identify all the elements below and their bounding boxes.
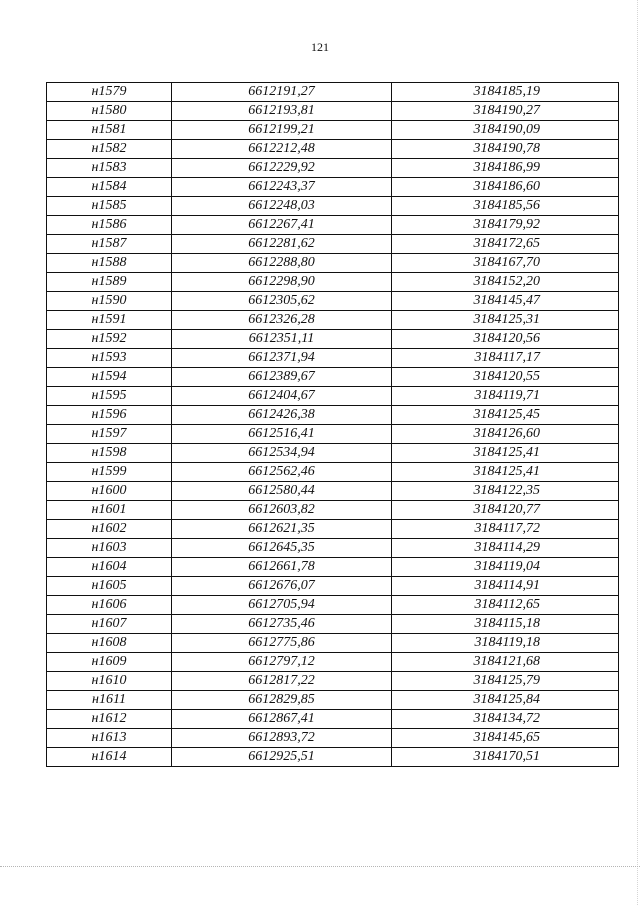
table-row	[47, 292, 619, 311]
y-coordinate-cell: 3184125,45	[392, 406, 619, 425]
x-coordinate-cell: 6612389,67	[172, 368, 392, 387]
table-row	[47, 615, 619, 634]
y-coordinate-cell: 3184115,18	[392, 615, 619, 634]
table-row	[47, 178, 619, 197]
x-coordinate-cell: 6612305,62	[172, 292, 392, 311]
x-coordinate-cell: 6612621,35	[172, 520, 392, 539]
table-row	[47, 216, 619, 235]
table-row	[47, 520, 619, 539]
point-id-cell: н1602	[47, 520, 172, 539]
scan-edge-bottom	[0, 866, 640, 867]
table-row	[47, 159, 619, 178]
x-coordinate-cell: 6612705,94	[172, 596, 392, 615]
point-id-cell: н1589	[47, 273, 172, 292]
coordinates-table	[46, 82, 619, 767]
table-row	[47, 729, 619, 748]
table-row	[47, 748, 619, 767]
table-row	[47, 102, 619, 121]
y-coordinate-cell: 3184152,20	[392, 273, 619, 292]
point-id-cell: н1606	[47, 596, 172, 615]
x-coordinate-cell: 6612817,22	[172, 672, 392, 691]
table-row	[47, 311, 619, 330]
point-id-cell: н1593	[47, 349, 172, 368]
x-coordinate-cell: 6612797,12	[172, 653, 392, 672]
y-coordinate-cell: 3184125,84	[392, 691, 619, 710]
table-row	[47, 672, 619, 691]
table-row	[47, 330, 619, 349]
table-row	[47, 691, 619, 710]
point-id-cell: н1585	[47, 197, 172, 216]
table-row	[47, 368, 619, 387]
table-row	[47, 235, 619, 254]
x-coordinate-cell: 6612661,78	[172, 558, 392, 577]
y-coordinate-cell: 3184134,72	[392, 710, 619, 729]
y-coordinate-cell: 3184119,04	[392, 558, 619, 577]
point-id-cell: н1603	[47, 539, 172, 558]
y-coordinate-cell: 3184117,72	[392, 520, 619, 539]
x-coordinate-cell: 6612298,90	[172, 273, 392, 292]
point-id-cell: н1599	[47, 463, 172, 482]
point-id-cell: н1604	[47, 558, 172, 577]
table-row	[47, 197, 619, 216]
x-coordinate-cell: 6612925,51	[172, 748, 392, 767]
x-coordinate-cell: 6612199,21	[172, 121, 392, 140]
x-coordinate-cell: 6612516,41	[172, 425, 392, 444]
table-row	[47, 577, 619, 596]
x-coordinate-cell: 6612893,72	[172, 729, 392, 748]
y-coordinate-cell: 3184186,60	[392, 178, 619, 197]
point-id-cell: н1594	[47, 368, 172, 387]
y-coordinate-cell: 3184120,77	[392, 501, 619, 520]
x-coordinate-cell: 6612603,82	[172, 501, 392, 520]
x-coordinate-cell: 6612645,35	[172, 539, 392, 558]
y-coordinate-cell: 3184172,65	[392, 235, 619, 254]
table-row	[47, 83, 619, 102]
x-coordinate-cell: 6612229,92	[172, 159, 392, 178]
table-row	[47, 444, 619, 463]
point-id-cell: н1597	[47, 425, 172, 444]
y-coordinate-cell: 3184126,60	[392, 425, 619, 444]
point-id-cell: н1581	[47, 121, 172, 140]
y-coordinate-cell: 3184114,91	[392, 577, 619, 596]
point-id-cell: н1583	[47, 159, 172, 178]
x-coordinate-cell: 6612212,48	[172, 140, 392, 159]
table-row	[47, 482, 619, 501]
point-id-cell: н1607	[47, 615, 172, 634]
point-id-cell: н1611	[47, 691, 172, 710]
scan-edge-right	[637, 0, 638, 905]
table-row	[47, 596, 619, 615]
y-coordinate-cell: 3184190,09	[392, 121, 619, 140]
point-id-cell: н1613	[47, 729, 172, 748]
point-id-cell: н1582	[47, 140, 172, 159]
table-row	[47, 653, 619, 672]
x-coordinate-cell: 6612191,27	[172, 83, 392, 102]
x-coordinate-cell: 6612193,81	[172, 102, 392, 121]
x-coordinate-cell: 6612829,85	[172, 691, 392, 710]
y-coordinate-cell: 3184185,56	[392, 197, 619, 216]
y-coordinate-cell: 3184145,65	[392, 729, 619, 748]
y-coordinate-cell: 3184190,27	[392, 102, 619, 121]
point-id-cell: н1591	[47, 311, 172, 330]
point-id-cell: н1580	[47, 102, 172, 121]
point-id-cell: н1614	[47, 748, 172, 767]
y-coordinate-cell: 3184167,70	[392, 254, 619, 273]
y-coordinate-cell: 3184145,47	[392, 292, 619, 311]
table-row	[47, 710, 619, 729]
table-row	[47, 463, 619, 482]
point-id-cell: н1592	[47, 330, 172, 349]
x-coordinate-cell: 6612426,38	[172, 406, 392, 425]
point-id-cell: н1612	[47, 710, 172, 729]
y-coordinate-cell: 3184186,99	[392, 159, 619, 178]
x-coordinate-cell: 6612775,86	[172, 634, 392, 653]
y-coordinate-cell: 3184185,19	[392, 83, 619, 102]
x-coordinate-cell: 6612326,28	[172, 311, 392, 330]
y-coordinate-cell: 3184117,17	[392, 349, 619, 368]
x-coordinate-cell: 6612580,44	[172, 482, 392, 501]
x-coordinate-cell: 6612534,94	[172, 444, 392, 463]
point-id-cell: н1596	[47, 406, 172, 425]
point-id-cell: н1587	[47, 235, 172, 254]
y-coordinate-cell: 3184125,41	[392, 444, 619, 463]
coordinates-table-body	[47, 83, 619, 767]
point-id-cell: н1600	[47, 482, 172, 501]
x-coordinate-cell: 6612562,46	[172, 463, 392, 482]
point-id-cell: н1608	[47, 634, 172, 653]
x-coordinate-cell: 6612267,41	[172, 216, 392, 235]
table-row	[47, 140, 619, 159]
y-coordinate-cell: 3184179,92	[392, 216, 619, 235]
point-id-cell: н1605	[47, 577, 172, 596]
x-coordinate-cell: 6612371,94	[172, 349, 392, 368]
y-coordinate-cell: 3184120,56	[392, 330, 619, 349]
table-row	[47, 558, 619, 577]
table-row	[47, 539, 619, 558]
point-id-cell: н1588	[47, 254, 172, 273]
x-coordinate-cell: 6612288,80	[172, 254, 392, 273]
y-coordinate-cell: 3184170,51	[392, 748, 619, 767]
y-coordinate-cell: 3184125,41	[392, 463, 619, 482]
point-id-cell: н1579	[47, 83, 172, 102]
table-row	[47, 349, 619, 368]
point-id-cell: н1598	[47, 444, 172, 463]
table-row	[47, 406, 619, 425]
table-row	[47, 425, 619, 444]
table-row	[47, 501, 619, 520]
y-coordinate-cell: 3184120,55	[392, 368, 619, 387]
y-coordinate-cell: 3184190,78	[392, 140, 619, 159]
y-coordinate-cell: 3184122,35	[392, 482, 619, 501]
x-coordinate-cell: 6612404,67	[172, 387, 392, 406]
x-coordinate-cell: 6612735,46	[172, 615, 392, 634]
point-id-cell: н1595	[47, 387, 172, 406]
table-row	[47, 273, 619, 292]
table-row	[47, 387, 619, 406]
table-row	[47, 634, 619, 653]
x-coordinate-cell: 6612867,41	[172, 710, 392, 729]
point-id-cell: н1609	[47, 653, 172, 672]
x-coordinate-cell: 6612351,11	[172, 330, 392, 349]
y-coordinate-cell: 3184114,29	[392, 539, 619, 558]
y-coordinate-cell: 3184121,68	[392, 653, 619, 672]
point-id-cell: н1584	[47, 178, 172, 197]
y-coordinate-cell: 3184125,31	[392, 311, 619, 330]
x-coordinate-cell: 6612676,07	[172, 577, 392, 596]
x-coordinate-cell: 6612248,03	[172, 197, 392, 216]
point-id-cell: н1586	[47, 216, 172, 235]
y-coordinate-cell: 3184119,71	[392, 387, 619, 406]
table-row	[47, 121, 619, 140]
point-id-cell: н1590	[47, 292, 172, 311]
y-coordinate-cell: 3184112,65	[392, 596, 619, 615]
y-coordinate-cell: 3184119,18	[392, 634, 619, 653]
x-coordinate-cell: 6612243,37	[172, 178, 392, 197]
table-row	[47, 254, 619, 273]
point-id-cell: н1601	[47, 501, 172, 520]
point-id-cell: н1610	[47, 672, 172, 691]
page-number: 121	[311, 40, 329, 54]
y-coordinate-cell: 3184125,79	[392, 672, 619, 691]
x-coordinate-cell: 6612281,62	[172, 235, 392, 254]
